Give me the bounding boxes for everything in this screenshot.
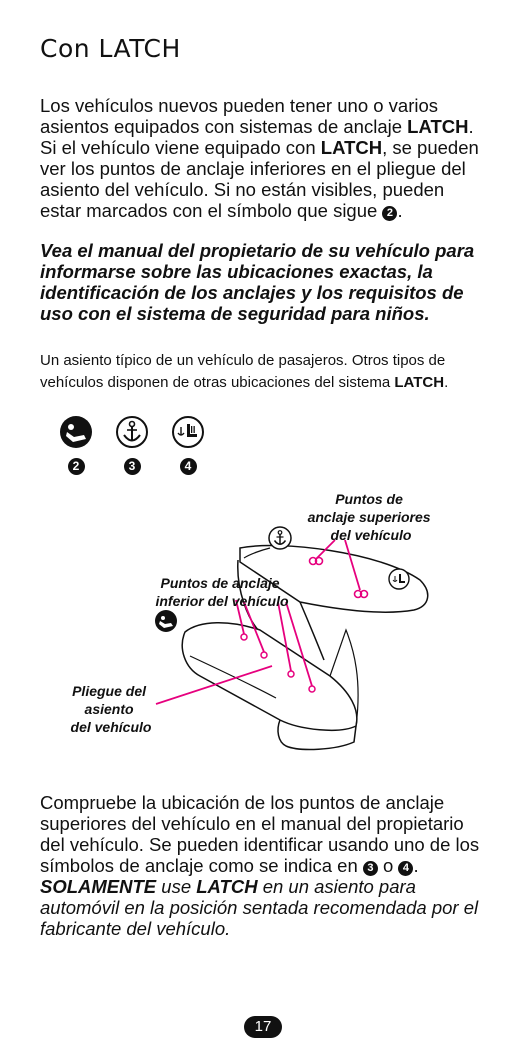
anchor-seat-icon <box>389 569 409 589</box>
symbol-number: 3 <box>124 458 141 475</box>
caption-paragraph: Un asiento típico de un vehículo de pasajeros. Otros tipos de vehículos disponen de otras ubicaciones del sistema LATCH. <box>40 352 449 391</box>
seat-diagram <box>0 480 525 755</box>
anchor-icon <box>269 527 291 549</box>
closing-paragraph: Compruebe la ubicación de los puntos de anclaje superiores del vehículo en el manual del propietario del vehículo. Se pueden identificar usando uno de los símbolos de anclaje como se indica en 3 o 4 . SOLAMENTE use LATCH en un asiento para automóvil en la posición sentada recomendada por el fabricante del vehículo. <box>40 792 480 939</box>
symbol-number-2: 2 <box>382 206 397 221</box>
page-number-badge: 17 <box>244 1016 282 1038</box>
intro-paragraph: Los vehículos nuevos pueden tener uno o varios asientos equipados con sistemas de anclaje LATCH. Si el vehículo viene equipado con LATCH, se pueden ver los puntos de anclaje inferiores en el pliegue del asiento del vehículo. Si no están visibles, pueden estar marcados con el símbolo que sigue 2 . <box>40 95 479 221</box>
symbol-anchor-seat <box>168 415 208 475</box>
upper-anchor-label: Puntos de anclaje superiores del vehículo <box>307 491 431 543</box>
lower-anchor-label: Puntos de anclaje inferior del vehículo <box>155 575 289 609</box>
child-seat-icon <box>155 610 177 632</box>
child-seat-icon <box>59 415 93 449</box>
symbol-anchor <box>112 415 152 475</box>
anchor-icon <box>115 415 149 449</box>
symbol-number: 2 <box>68 458 85 475</box>
page-title: Con LATCH <box>40 34 181 63</box>
symbol-number-3: 3 <box>363 861 378 876</box>
anchor-seat-icon <box>171 415 205 449</box>
manual-notice: Vea el manual del propietario de su vehículo para informarse sobre las ubicaciones exactas, la identificación de los anclajes y los requisitos de uso con el sistema de seguridad para niños. <box>40 240 475 324</box>
symbol-child-seat <box>56 415 96 475</box>
symbol-number-4: 4 <box>398 861 413 876</box>
symbol-number: 4 <box>180 458 197 475</box>
seat-crease-label: Pliegue del asiento del vehículo <box>70 683 152 735</box>
seat-cushion <box>182 623 357 731</box>
